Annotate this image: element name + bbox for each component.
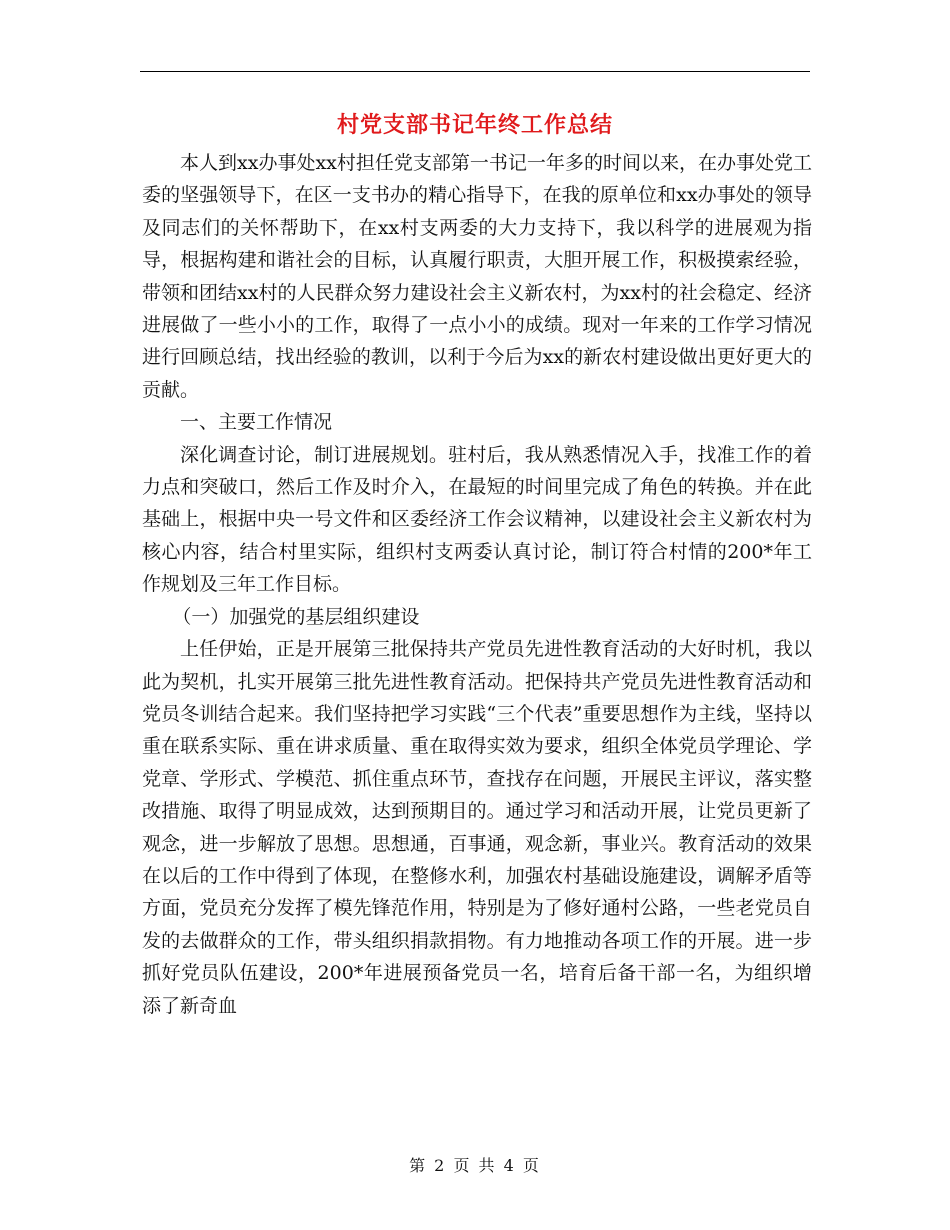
paragraph-intro: 本人到xx办事处xx村担任党支部第一书记一年多的时间以来，在办事处党工委的坚强领导下，在区一支书办的精心指导下，在我的原单位和xx办事处的领导及同志们的关怀帮助下，在xx村支两委的大力支持下，我以科学的进展观为指导，根据构建和谐社会的目标，认真履行职责，大胆开展工作，积极摸索经验，带领和团结xx村的人民群众努力建设社会主义新农村，为xx村的社会稳定、经济进展做了一些小小的工作，取得了一点小小的成绩。现对一年来的工作学习情况进行回顾总结，找出经验的教训，以利于今后为xx的新农村建设做出更好更大的贡献。 bbox=[142, 152, 812, 401]
header-rule bbox=[140, 71, 810, 72]
subsection-heading-party-building: （一）加强党的基层组织建设 bbox=[172, 605, 420, 628]
page-footer: 第 2 页 共 4 页 bbox=[409, 1156, 541, 1175]
document-body bbox=[142, 147, 812, 1022]
section-heading-main-work: 一、主要工作情况 bbox=[180, 411, 333, 434]
paragraph-party-building: 上任伊始，正是开展第三批保持共产党员先进性教育活动的大好时机，我以此为契机，扎实开展第三批先进性教育活动。把保持共产党员先进性教育活动和党员冬训结合起来。我们坚持把学习实践“三个代表”重要思想作为主线，坚持以重在联系实际、重在讲求质量、重在取得实效为要求，组织全体党员学理论、学党章、学形式、学模范、抓住重点环节，查找存在问题，开展民主评议，落实整改措施、取得了明显成效，达到预期目的。通过学习和活动开展，让党员更新了观念，进一步解放了思想。思想通，百事通，观念新，事业兴。教育活动的效果在以后的工作中得到了体现，在整修水利，加强农村基础设施建设，调解矛盾等方面，党员充分发挥了模先锋范作用，特别是为了修好通村公路，一些老党员自发的去做群众的工作，带头组织捐款捐物。有力地推动各项工作的开展。进一步抓好党员队伍建设，200*年进展预备党员一名，培育后备干部一名，为组织增添了新奇血 bbox=[142, 638, 812, 1017]
paragraph-planning: 深化调查讨论，制订进展规划。驻村后，我从熟悉情况入手，找准工作的着力点和突破口，然后工作及时介入，在最短的时间里完成了角色的转换。并在此基础上，根据中央一号文件和区委经济工作会议精神，以建设社会主义新农村为核心内容，结合村里实际，组织村支两委认真讨论，制订符合村情的200*年工作规划及三年工作目标。 bbox=[142, 443, 812, 596]
document-title: 村党支部书记年终工作总结 bbox=[336, 112, 613, 138]
